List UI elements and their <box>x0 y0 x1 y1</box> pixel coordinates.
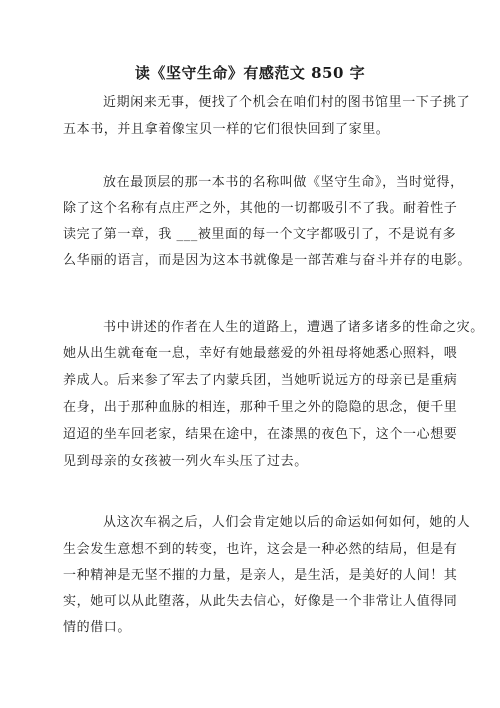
paragraph-3-line-1: 书中讲述的作者在人生的道路上，遭遇了诸多诸多的性命之灾。 <box>103 320 484 335</box>
paragraph-4-line-3: 一种精神是无坚不摧的力量，是亲人，是生活，是美好的人间！其 <box>63 568 458 583</box>
paragraph-1-line-1: 近期闲来无事，便找了个机会在咱们村的图书馆里一下子挑了 <box>103 95 471 110</box>
paragraph-1-line-2: 五本书，并且拿着像宝贝一样的它们很快回到了家里。 <box>63 122 390 137</box>
paragraph-3-line-5: 迢迢的坐车回老家，结果在途中，在漆黑的夜色下，这个一心想要 <box>63 427 458 442</box>
paragraph-2-line-4: 么华丽的语言，而是因为这本书就像是一部苦难与奋斗并存的电影。 <box>63 253 472 268</box>
paragraph-4-line-1: 从这次车祸之后，人们会肯定她以后的命运如何如何，她的人 <box>103 515 471 530</box>
paragraph-2-line-2: 除了这个名称有点庄严之外，其他的一切都吸引不了我。耐着性子 <box>63 201 458 216</box>
paragraph-3-line-4: 在身，出于那种血脉的相连，那种千里之外的隐隐的思念，便千里 <box>63 400 458 415</box>
paragraph-4-line-2: 生会发生意想不到的转变，也许，这会是一种必然的结局，但是有 <box>63 542 458 557</box>
paragraph-3-line-2: 她从出生就奄奄一息，幸好有她最慈爱的外祖母将她悉心照料，喂 <box>63 346 458 361</box>
paragraph-2-line-3: 读完了第一章，我 ___被里面的每一个文字都吸引了，不是说有多 <box>63 227 457 242</box>
document-title: 读《坚守生命》有感范文 850 字 <box>134 64 366 82</box>
paragraph-3-line-6: 见到母亲的女孩被一列火车头压了过去。 <box>63 454 308 469</box>
paragraph-3-line-3: 养成人。后来参了军去了内蒙兵团，当她听说远方的母亲已是重病 <box>63 373 458 388</box>
paragraph-2-line-1: 放在最顶层的那一本书的名称叫做《坚守生命》，当时觉得， <box>103 175 464 190</box>
paragraph-4-line-5: 情的借口。 <box>63 620 132 635</box>
paragraph-4-line-4: 实，她可以从此堕落，从此失去信心，好像是一个非常让人值得同 <box>63 594 458 609</box>
